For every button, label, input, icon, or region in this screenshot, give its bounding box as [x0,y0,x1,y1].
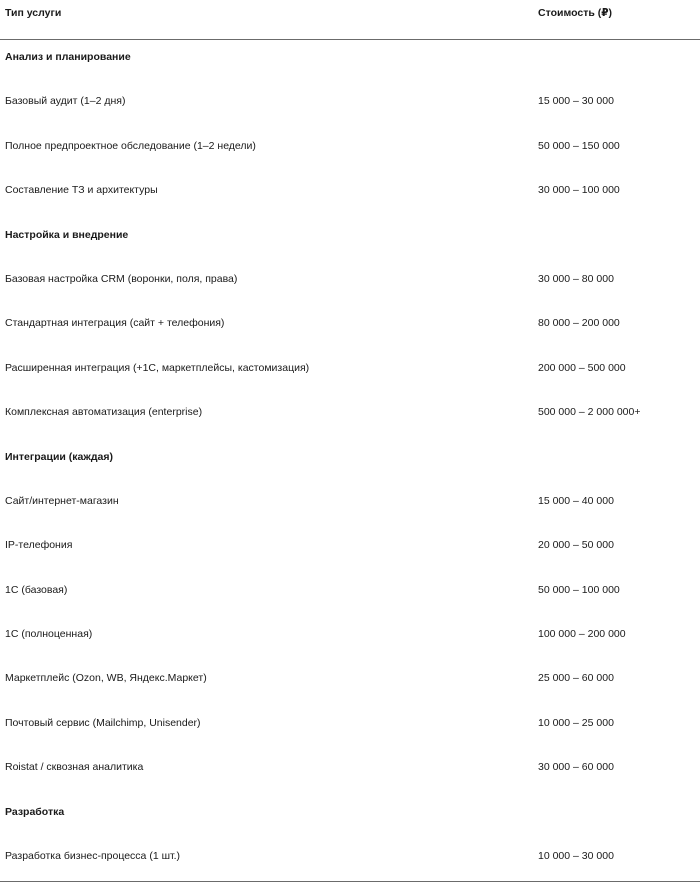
table-row [0,706,700,750]
price-range: 25 000 – 60 000 [538,672,614,685]
service-name: Полное предпроектное обследование (1–2 недели) [5,139,256,152]
header-service: Тип услуги [5,7,62,19]
price-range: 100 000 – 200 000 [538,628,626,641]
price-range: 15 000 – 30 000 [538,95,614,108]
service-name: 1С (базовая) [5,583,68,596]
price-range: 30 000 – 80 000 [538,272,614,285]
service-name: Roistat / сквозная аналитика [5,761,144,774]
table-row [0,129,700,173]
table-row [0,84,700,128]
service-name: Комплексная автоматизация (enterprise) [5,406,203,419]
table-row [0,262,700,306]
table-row [0,573,700,617]
section-row [0,795,700,839]
section-row [0,440,700,484]
price-range: 30 000 – 60 000 [538,761,614,774]
table-bottom-border [0,881,700,882]
service-name: Расширенная интеграция (+1С, маркетплейсы, кастомизация) [5,361,310,374]
price-range: 80 000 – 200 000 [538,317,620,330]
price-range: 10 000 – 30 000 [538,850,614,863]
table-row [0,173,700,217]
table-row [0,306,700,350]
table-row [0,528,700,572]
price-range: 20 000 – 50 000 [538,539,614,552]
table-row [0,395,700,439]
section-title: Разработка [5,805,65,818]
service-name: 1С (полноценная) [5,628,93,641]
table-row [0,617,700,661]
section-title: Анализ и планирование [5,51,131,63]
section-row [0,40,700,84]
table-row [0,484,700,528]
section-title: Настройка и внедрение [5,228,129,241]
service-name: Сайт/интернет-магазин [5,494,119,507]
service-name: IP-телефония [5,539,73,552]
price-range: 50 000 – 100 000 [538,583,620,596]
service-name: Составление ТЗ и архитектуры [5,184,158,197]
table-header [0,0,700,40]
section-title: Интеграции (каждая) [5,450,113,463]
table-body [0,40,700,883]
service-name: Маркетплейс (Ozon, WB, Яндекс.Маркет) [5,672,207,685]
table-row [0,661,700,705]
price-range: 50 000 – 150 000 [538,139,620,152]
price-range: 200 000 – 500 000 [538,361,626,374]
price-range: 15 000 – 40 000 [538,494,614,507]
table-row [0,351,700,395]
table-row [0,839,700,883]
service-name: Стандартная интеграция (сайт + телефония) [5,317,225,330]
price-range: 500 000 – 2 000 000+ [538,406,641,419]
service-name: Почтовый сервис (Mailchimp, Unisender) [5,716,201,729]
price-range: 10 000 – 25 000 [538,716,614,729]
service-name: Базовый аудит (1–2 дня) [5,95,126,108]
service-name: Базовая настройка CRM (воронки, поля, права) [5,272,238,285]
header-price: Стоимость (₽) [538,7,613,19]
price-range: 30 000 – 100 000 [538,184,620,197]
service-name: Разработка бизнес-процесса (1 шт.) [5,850,181,863]
section-row [0,218,700,262]
table-row [0,750,700,794]
